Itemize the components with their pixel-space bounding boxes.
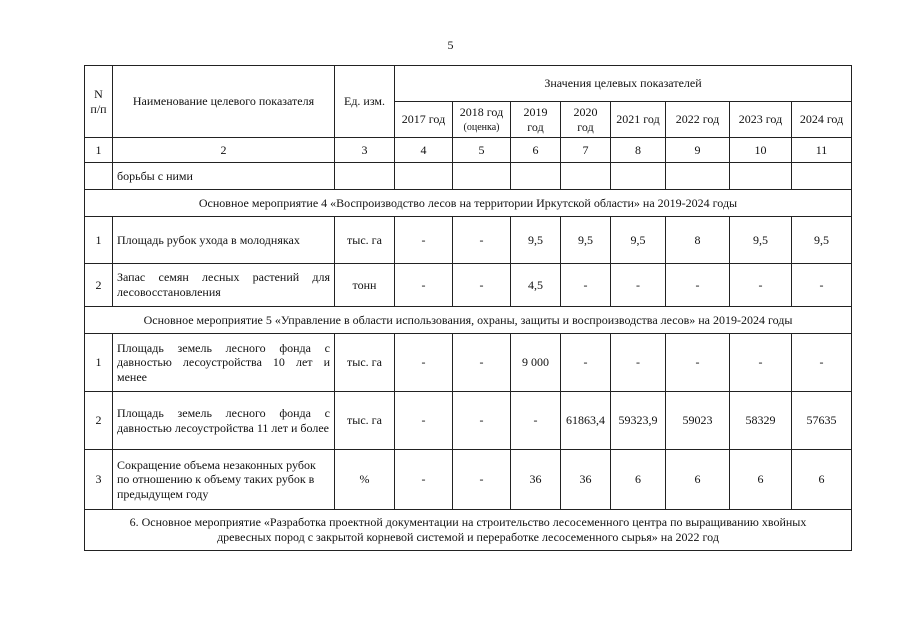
value-cell: - (611, 264, 666, 307)
col-number: 5 (453, 138, 511, 163)
value-cell: - (453, 217, 511, 264)
value-cell: - (792, 264, 852, 307)
year-2017: 2017 год (395, 102, 453, 138)
value-cell: 9,5 (561, 217, 611, 264)
column-numbers-row (85, 138, 852, 163)
value-cell: 9,5 (730, 217, 792, 264)
row-number: 2 (85, 264, 113, 307)
value-cell: 36 (511, 450, 561, 510)
indicator-name: Запас семян лесных растений для лесовосстановления (113, 264, 335, 307)
year-2022: 2022 год (666, 102, 730, 138)
value-cell: 4,5 (511, 264, 561, 307)
table-row (85, 392, 852, 450)
row-number: 2 (85, 392, 113, 450)
col-number: 2 (113, 138, 335, 163)
indicator-name: Площадь земель лесного фонда с давностью лесоустройства 11 лет и более (113, 392, 335, 450)
value-cell: - (395, 217, 453, 264)
unit-cell: тыс. га (335, 392, 395, 450)
section-heading-row (85, 190, 852, 217)
value-cell: - (453, 264, 511, 307)
table-row (85, 334, 852, 392)
value-cell: - (666, 334, 730, 392)
year-2020: 2020 год (561, 102, 611, 138)
col-number: 11 (792, 138, 852, 163)
value-cell: - (395, 334, 453, 392)
section-5-title: Основное мероприятие 5 «Управление в области использования, охраны, защиты и воспроизводства лесов» на 2019-2024 годы (85, 307, 852, 334)
unit-cell: % (335, 450, 395, 510)
col-number: 7 (561, 138, 611, 163)
indicator-name: Площадь рубок ухода в молодняках (113, 217, 335, 264)
year-2023: 2023 год (730, 102, 792, 138)
value-cell: 6 (666, 450, 730, 510)
value-cell: 8 (666, 217, 730, 264)
value-cell: - (561, 264, 611, 307)
continuation-row (85, 163, 852, 190)
table-row (85, 217, 852, 264)
year-2018-note: (оценка) (463, 122, 500, 134)
value-cell: 6 (611, 450, 666, 510)
value-cell: 6 (792, 450, 852, 510)
section-heading-row (85, 307, 852, 334)
value-cell: 9,5 (611, 217, 666, 264)
value-cell: - (453, 334, 511, 392)
value-cell: - (453, 392, 511, 450)
value-cell: 59323,9 (611, 392, 666, 450)
value-cell: 9 000 (511, 334, 561, 392)
row-number: 1 (85, 217, 113, 264)
col-number: 9 (666, 138, 730, 163)
section-heading-row (85, 510, 852, 551)
col-number: 1 (85, 138, 113, 163)
indicator-name: Площадь земель лесного фонда с давностью лесоустройства 10 лет и менее (113, 334, 335, 392)
value-cell: - (792, 334, 852, 392)
indicator-name: Сокращение объема незаконных рубок по отношению к объему таких рубок в предыдущем году (113, 450, 335, 510)
section-6-title: 6. Основное мероприятие «Разработка проектной документации на строительство лесосеменного центра по выращиванию хвойных древесных пород с закрытой корневой системой и переработке лесосеменного сырья» на 2022 год (85, 510, 852, 551)
value-cell: 58329 (730, 392, 792, 450)
value-cell: - (730, 334, 792, 392)
col-number: 6 (511, 138, 561, 163)
value-cell: - (511, 392, 561, 450)
value-cell: 57635 (792, 392, 852, 450)
target-indicators-table (84, 65, 852, 551)
header-num: N п/п (85, 66, 113, 138)
value-cell: - (611, 334, 666, 392)
value-cell: - (395, 450, 453, 510)
year-2019: 2019 год (511, 102, 561, 138)
col-number: 8 (611, 138, 666, 163)
col-number: 3 (335, 138, 395, 163)
value-cell: - (453, 450, 511, 510)
unit-cell: тыс. га (335, 217, 395, 264)
header-values: Значения целевых показателей (395, 66, 852, 102)
section-4-title: Основное мероприятие 4 «Воспроизводство лесов на территории Иркутской области» на 2019-2024 годы (85, 190, 852, 217)
col-number: 10 (730, 138, 792, 163)
header-row (85, 66, 852, 102)
year-2021: 2021 год (611, 102, 666, 138)
row-number: 1 (85, 334, 113, 392)
value-cell: 9,5 (792, 217, 852, 264)
row-number: 3 (85, 450, 113, 510)
value-cell: - (730, 264, 792, 307)
page-number: 5 (447, 38, 454, 52)
value-cell: 6 (730, 450, 792, 510)
value-cell: 61863,4 (561, 392, 611, 450)
value-cell: 59023 (666, 392, 730, 450)
continuation-text: борьбы с ними (113, 163, 335, 190)
unit-cell: тонн (335, 264, 395, 307)
value-cell: 36 (561, 450, 611, 510)
table-row (85, 264, 852, 307)
value-cell: - (395, 264, 453, 307)
value-cell: - (395, 392, 453, 450)
value-cell: 9,5 (511, 217, 561, 264)
year-2024: 2024 год (792, 102, 852, 138)
table-row (85, 450, 852, 510)
year-2018: 2018 год (оценка) (453, 102, 511, 138)
unit-cell: тыс. га (335, 334, 395, 392)
col-number: 4 (395, 138, 453, 163)
header-unit: Ед. изм. (335, 66, 395, 138)
value-cell: - (561, 334, 611, 392)
value-cell: - (666, 264, 730, 307)
header-name: Наименование целевого показателя (113, 66, 335, 138)
